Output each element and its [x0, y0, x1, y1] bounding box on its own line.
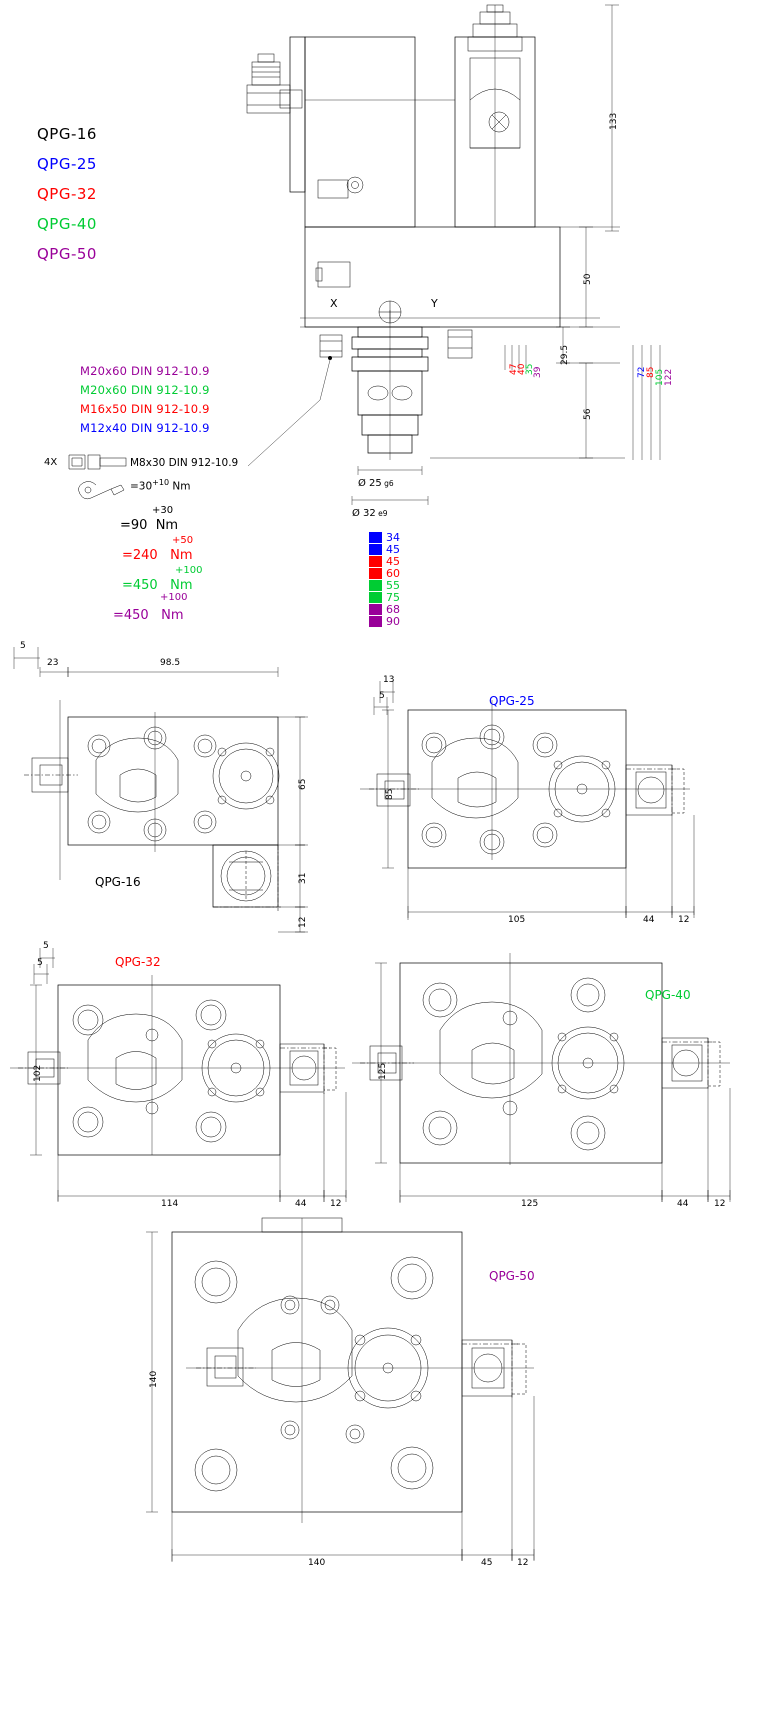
dim-29-5: 29.5	[560, 344, 570, 365]
torque-sup-qpg32: +50	[172, 535, 194, 546]
wrench-size-45a: 45	[386, 543, 400, 556]
diameter-32-label: Ø 32 e9	[352, 508, 388, 519]
view-qpg25	[360, 681, 694, 920]
view-label-qpg40: QPG-40	[645, 988, 691, 1002]
dim-122: 122	[664, 368, 674, 386]
dim-qpg16-31: 31	[298, 872, 308, 884]
dim-qpg32-12: 12	[330, 1199, 342, 1209]
dim-qpg16-98-5: 98.5	[160, 658, 181, 668]
legend-item-qpg40: QPG-40	[37, 215, 97, 233]
dim-qpg25-44: 44	[643, 915, 655, 925]
wrench-chip-60	[369, 568, 382, 579]
wrench-chip-45b	[369, 556, 382, 567]
dim-40: 40	[517, 363, 527, 375]
dim-56: 56	[583, 408, 593, 420]
dim-133: 133	[609, 112, 619, 130]
dim-qpg32-102: 102	[33, 1064, 43, 1082]
legend-item-qpg32: QPG-32	[37, 185, 97, 203]
bolt-qty-label: 4X	[44, 457, 58, 468]
dim-qpg32-5b: 5	[37, 958, 43, 968]
view-qpg16	[14, 647, 308, 932]
dim-qpg50-140h: 140	[149, 1370, 159, 1388]
legend-item-qpg16: QPG-16	[37, 125, 97, 143]
small-bolt-torque: $=30^{+10}$ Nm	[130, 478, 191, 493]
view-label-qpg50: QPG-50	[489, 1269, 535, 1283]
wrench-chip-34	[369, 532, 382, 543]
view-qpg50	[146, 1218, 534, 1562]
diameter-25-label: Ø 25 g6	[358, 478, 394, 489]
dim-qpg50-140w: 140	[308, 1558, 326, 1568]
dim-35: 35	[525, 363, 535, 375]
wrench-size-75: 75	[386, 591, 400, 604]
wrench-icon	[79, 481, 124, 499]
view-label-qpg25: QPG-25	[489, 694, 535, 708]
dim-50: 50	[583, 273, 593, 285]
dim-qpg50-45: 45	[481, 1558, 493, 1568]
torque-qpg32: =240 Nm	[122, 548, 193, 563]
port-label-y: Y	[431, 297, 438, 310]
torque-qpg50: =450 Nm	[113, 608, 184, 623]
top-assembly-view	[247, 5, 600, 460]
wrench-chip-45a	[369, 544, 382, 555]
dim-qpg32-114: 114	[161, 1199, 179, 1209]
dim-qpg16-65: 65	[298, 778, 308, 790]
torque-sup-qpg40: +100	[175, 565, 203, 576]
wrench-size-55: 55	[386, 579, 400, 592]
dim-qpg25-12: 12	[678, 915, 690, 925]
small-bolt-spec: M8x30 DIN 912-10.9	[130, 457, 239, 469]
bolt-spec-qpg40: M20x60 DIN 912-10.9	[80, 383, 210, 397]
torque-sup-qpg50: +100	[160, 592, 188, 603]
dim-qpg32-5a: 5	[43, 941, 49, 951]
dim-qpg16-23: 23	[47, 658, 59, 668]
dim-qpg25-85: 85	[385, 788, 395, 800]
dim-qpg32-44: 44	[295, 1199, 307, 1209]
wrench-chip-55	[369, 580, 382, 591]
bolt-icon	[69, 455, 126, 469]
torque-qpg40: =450 Nm	[122, 578, 193, 593]
bolt-spec-qpg50: M20x60 DIN 912-10.9	[80, 364, 210, 378]
dim-qpg50-12: 12	[517, 1558, 529, 1568]
torque-sup-qpg16: +30	[152, 505, 174, 516]
wrench-chip-90	[369, 616, 382, 627]
wrench-chip-68	[369, 604, 382, 615]
wrench-size-60: 60	[386, 567, 400, 580]
dim-qpg16-12: 12	[298, 916, 308, 928]
dim-105: 105	[655, 368, 665, 386]
view-label-qpg16: QPG-16	[95, 875, 141, 889]
dim-72: 72	[637, 366, 647, 378]
bolt-spec-qpg32: M16x50 DIN 912-10.9	[80, 402, 210, 416]
dim-85: 85	[646, 366, 656, 378]
torque-qpg16: =90 Nm	[120, 518, 179, 533]
wrench-size-45b: 45	[386, 555, 400, 568]
dim-qpg16-5: 5	[20, 641, 26, 651]
top-view-dimensions	[352, 5, 660, 505]
dim-39: 39	[533, 366, 543, 378]
dim-qpg40-12: 12	[714, 1199, 726, 1209]
bolt-leader-line	[248, 356, 332, 466]
dim-qpg40-125w: 125	[521, 1199, 539, 1209]
wrench-size-34: 34	[386, 531, 400, 544]
wrench-chip-75	[369, 592, 382, 603]
dim-qpg25-105: 105	[508, 915, 526, 925]
dim-qpg40-125h: 125	[378, 1062, 388, 1080]
view-label-qpg32: QPG-32	[115, 955, 161, 969]
bolt-spec-qpg25: M12x40 DIN 912-10.9	[80, 421, 210, 435]
legend-item-qpg50: QPG-50	[37, 245, 97, 263]
dim-qpg25-13: 13	[383, 675, 395, 685]
dim-qpg40-44: 44	[677, 1199, 689, 1209]
wrench-size-90: 90	[386, 615, 400, 628]
view-qpg32	[10, 948, 346, 1202]
dim-qpg25-5: 5	[379, 691, 385, 701]
port-label-x: X	[330, 297, 338, 310]
wrench-size-68: 68	[386, 603, 400, 616]
dim-47: 47	[509, 363, 519, 375]
legend-item-qpg25: QPG-25	[37, 155, 97, 173]
